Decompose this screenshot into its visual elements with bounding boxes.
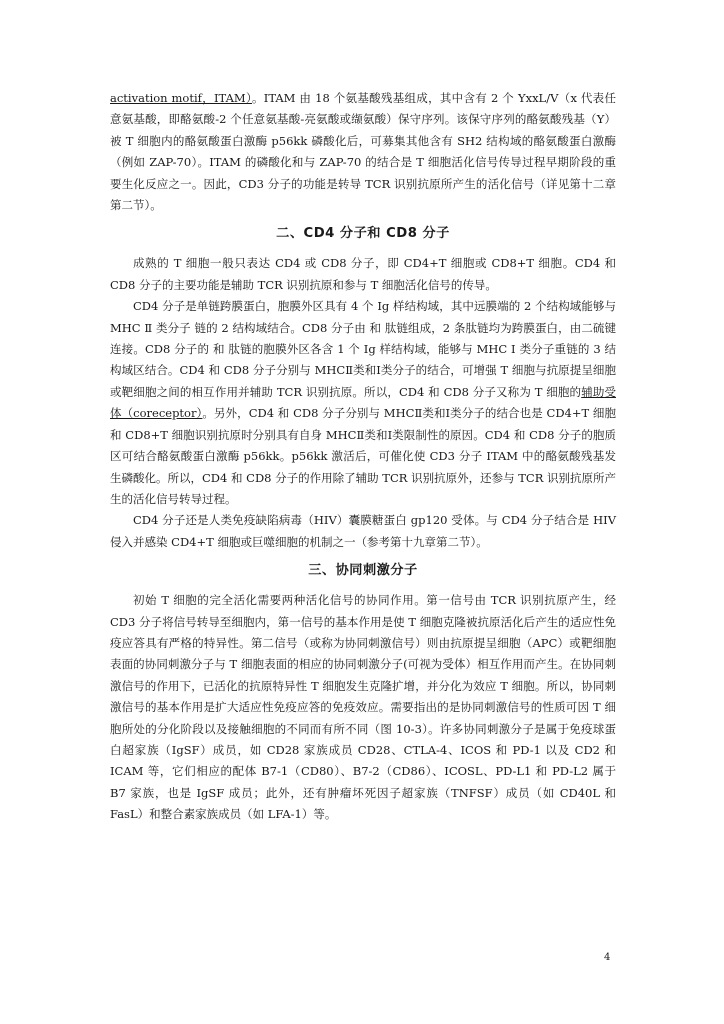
page-number: 4 — [604, 952, 611, 963]
paragraph-cd4-cd8-structure — [110, 296, 616, 510]
paragraph-costimulatory: 初始 T 细胞的完全活化需要两种活化信号的协同作用。第一信号由 TCR 识别抗原产生，经 CD3 分子将信号转导至细胞内，第一信号的基本作用是使 T 细胞克隆被抗原活化后产生的适应性免疫应答具有严格的特异性。第二信号（或称为协同刺激信号）则由抗原提呈细胞（APC）或靶细胞表面的协同刺激分子与 T 细胞表面的相应的协同刺激分子(可视为受体）相互作用而产生。在协同刺激信号的作用下，已活化的抗原特异性 T 细胞发生克隆扩增，并分化为效应 T 细胞。所以，协同刺激信号的基本作用是扩大适应性免疫应答的免疫效应。需要指出的是协同刺激信号的性质可因 T 细胞所处的分化阶段以及接触细胞的不同而有所不同（图 10-3）。许多协同刺激分子是属于免疫球蛋白超家族（IgSF）成员，如 CD28 家族成员 CD28、CTLA-4、ICOS 和 PD-1 以及 CD2 和 ICAM 等，它们相应的配体 B7-1（CD80）、B7-2（CD86）、ICOSL、PD-L1 和 PD-L2 属于 B7 家族，也是 IgSF 成员；此外，还有肿瘤坏死因子超家族（TNFSF）成员（如 CD40L 和 FasL）和整合素家族成员（如 LFA-1）等。 — [110, 593, 616, 822]
paragraph-cd4-cd8-structure-a: CD4 分子是单链跨膜蛋白，胞膜外区具有 4 个 Ig 样结构域，其中远膜端的 2 个结构域能够与 MHC Ⅱ 类分子 链的 2 结构域结合。CD8 分子由 和 肽链组成，2 条肽链均为跨膜蛋白，由二硫键连接。CD8 分子的 和 肽链的胞膜外区各含 1 个 Ig 样结构域，能够与 MHC Ⅰ 类分子重链的 3 结构域区结合。CD4 和 CD8 分子分别与 MHCⅡ类和Ⅰ类分子的结合，可增强 T 细胞与抗原提呈细胞或靶细胞之间的相互作用并辅助 TCR 识别抗原。所以，CD4 和 CD8 分子又称为 T 细胞的 — [110, 299, 616, 399]
section-heading-costimulatory: 三、协同刺激分子 — [308, 563, 418, 579]
term-itam-link: activation motif，ITAM） — [110, 91, 252, 105]
paragraph-itam-text: 。ITAM 由 18 个氨基酸残基组成，其中含有 2 个 YxxL/V（x 代表任意氨基酸，即酪氨酸-2 个任意氨基酸-亮氨酸或缬氨酸）保守序列。该保守序列的酪氨酸残基（Y）被 T 细胞内的酪氨酸蛋白激酶 p56kk 磷酸化后，可募集其他含有 SH2 结构域的酪氨酸蛋白激酶（例如 ZAP-70）。ITAM 的磷酸化和与 ZAP-70 的结合是 T 细胞活化信号传导过程早期阶段的重要生化反应之一。因此，CD3 分子的功能是转导 TCR 识别抗原所产生的活化信号（详见第十二章第二节）。 — [110, 91, 616, 213]
term-coreceptor-link: 辅助受体（coreceptor） — [110, 384, 616, 421]
paragraph-cd4-cd8-intro: 成熟的 T 细胞一般只表达 CD4 或 CD8 分子，即 CD4+T 细胞或 CD8+T 细胞。CD4 和 CD8 分子的主要功能是辅助 TCR 识别抗原和参与 T 细胞活化信号的传导。 — [110, 256, 616, 292]
paragraph-itam — [110, 88, 616, 216]
paragraph-hiv: CD4 分子还是人类免疫缺陷病毒（HIV）囊膜糖蛋白 gp120 受体。与 CD4 分子结合是 HIV 侵入并感染 CD4+T 细胞或巨噬细胞的机制之一（参考第十九章第二节）。 — [110, 513, 616, 549]
document-page — [110, 88, 616, 826]
paragraph-cd4-cd8-structure-b: 。另外，CD4 和 CD8 分子分别与 MHCⅡ类和Ⅰ类分子的结合也是 CD4+T 细胞和 CD8+T 细胞识别抗原时分别具有自身 MHCⅡ类和Ⅰ类限制性的原因。CD4 和 CD8 分子的胞质区可结合酪氨酸蛋白激酶 p56kk。p56kk 激活后，可催化使 CD3 分子 ITAM 中的酪氨酸残基发生磷酸化。所以，CD4 和 CD8 分子的作用除了辅助 TCR 识别抗原外，还参与 TCR 识别抗原所产生的活化信号转导过程。 — [110, 406, 617, 506]
section-heading-cd4-cd8: 二、CD4 分子和 CD8 分子 — [276, 226, 450, 242]
